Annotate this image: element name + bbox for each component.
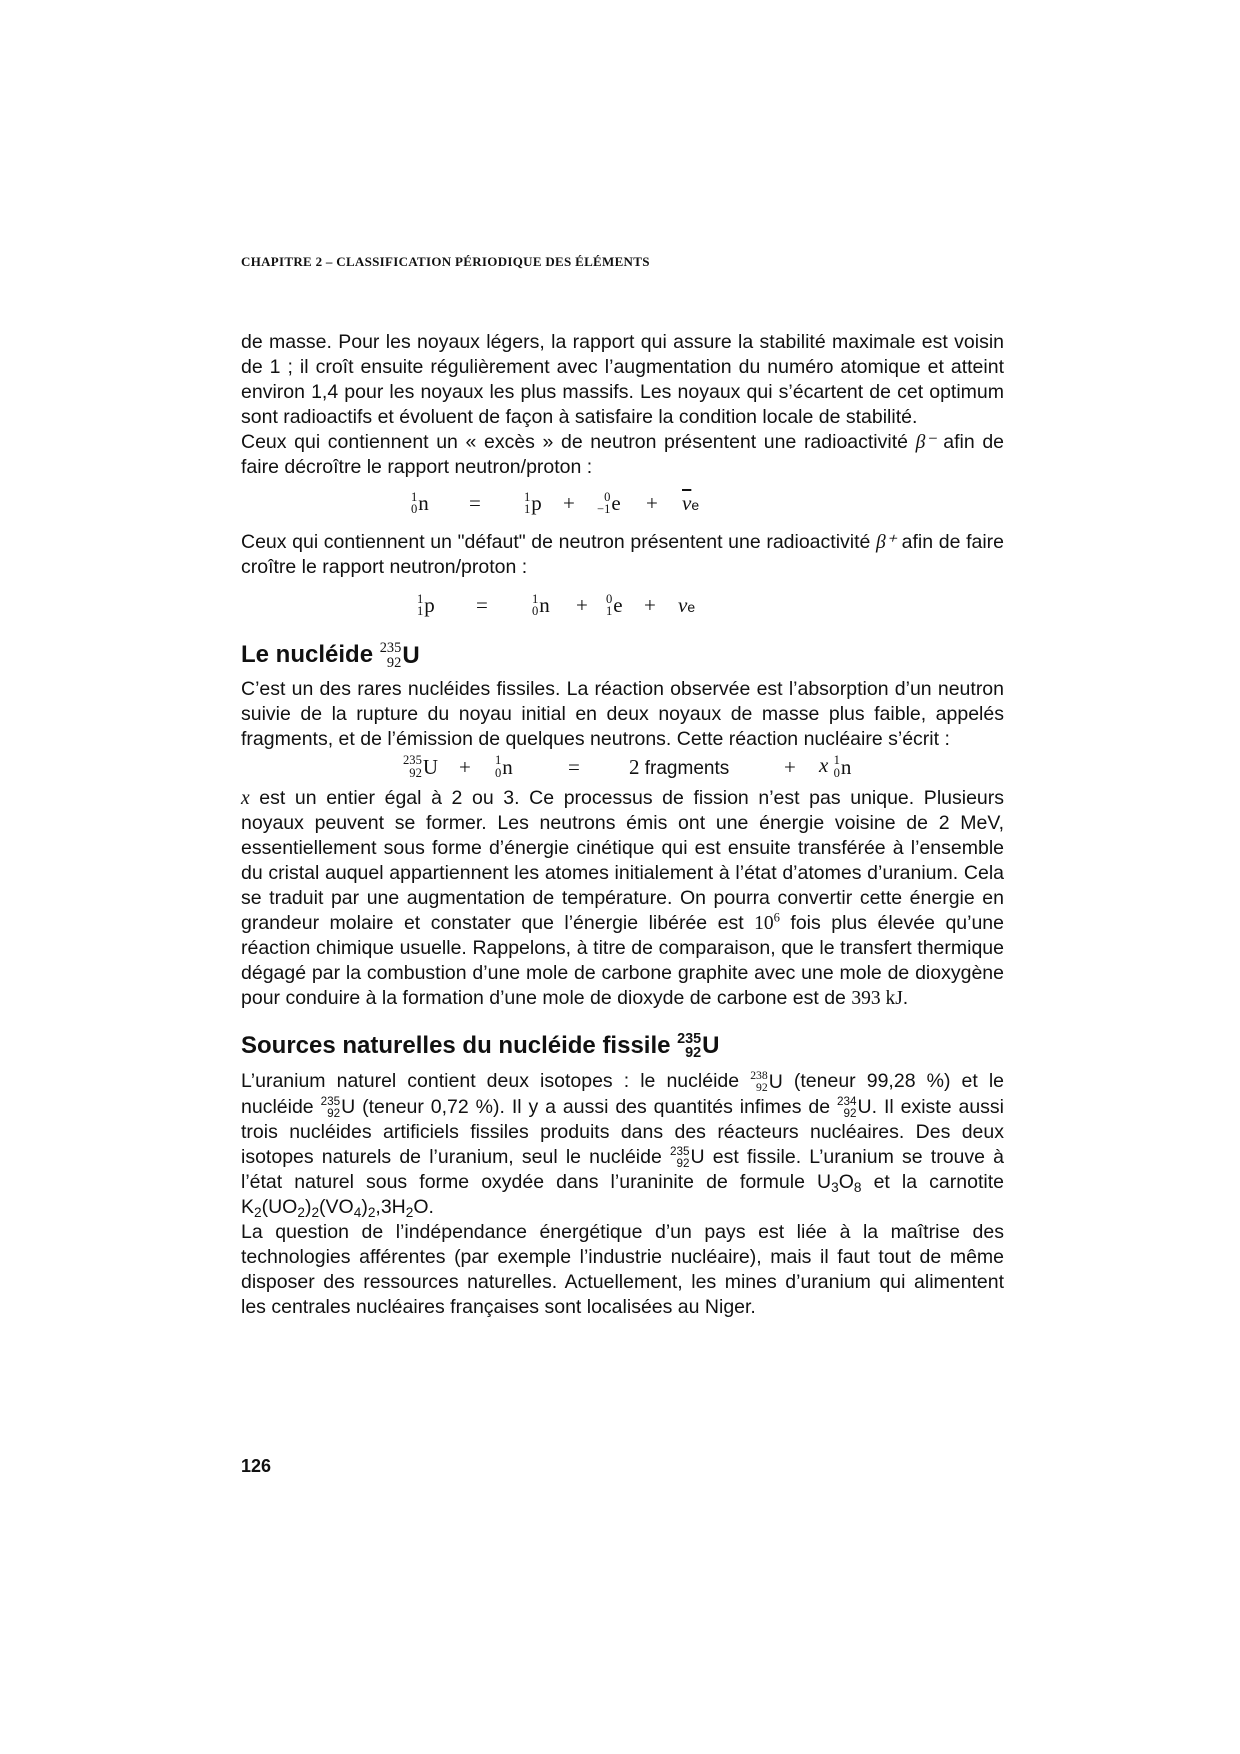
fragments-term: 2 fragments xyxy=(629,754,730,779)
page-number: 126 xyxy=(241,1456,272,1476)
nuclide-u235: 235 92 U xyxy=(403,753,439,781)
x-neutrons-term: x 1 0 n xyxy=(819,752,852,781)
heading-nucleide-u235: Le nucléide 235 92 U xyxy=(241,640,420,671)
paragraph-beta-minus xyxy=(241,430,1004,480)
plus-sign: + xyxy=(646,491,658,515)
text: afin de faire croître le rapport neutron/proton : xyxy=(241,531,1004,578)
nuclide-u235: 235 92 U xyxy=(379,640,420,671)
text: Ceux qui contiennent un « excès » de neutron présentent une radioactivité xyxy=(241,431,908,453)
text: Ceux qui contiennent un "défaut" de neutron présentent une radioactivité xyxy=(241,531,871,553)
nuclide-neutron: 1 0 n xyxy=(495,753,513,781)
paragraph-beta-plus xyxy=(241,530,1004,580)
paragraph-independance: La question de l’indépendance énergétique d’un pays est liée à la maîtrise des technologies afférentes (par exemple l’industrie nucléaire), mais il faut tout de même disposer des ressources naturelles. Actuellement, les mines d’uranium qui alimentent les centrales nucléaires françaises sont localisées au Niger. xyxy=(241,1221,1004,1319)
paragraph-fission: C’est un des rares nucléides fissiles. La réaction observée est l’absorption d’un neutron suivie de la rupture du noyau initial en deux noyaux de masse plus faible, appelés fragments, et de l’émission de quelques neutrons. Cette réaction nucléaire s’écrit : xyxy=(241,677,1004,750)
equation-fission xyxy=(241,752,1004,786)
nuclide-electron: 0 −1 e xyxy=(597,489,621,517)
equals-sign: = xyxy=(568,754,580,779)
heading-sources-naturelles: Sources naturelles du nucléide fissile 235 92 U xyxy=(241,1030,720,1062)
plus-sign: + xyxy=(784,754,796,779)
text: fois plus élevée qu’une réaction chimique usuelle. Rappelons, à titre de comparaison, que le transfert thermique dégagé par la combustion d’une mole de carbone graphite avec une mole de dioxygène pour conduire à la formation d’une mole de dioxyde de carbone est de xyxy=(241,911,1004,1009)
plus-sign: + xyxy=(563,491,575,515)
beta-plus-symbol: β⁺ xyxy=(876,532,897,553)
nuclide-proton: 1 1 p xyxy=(417,591,435,619)
energy-value: 393 kJ xyxy=(851,987,903,1009)
paragraph-masse: de masse. Pour les noyaux légers, la rapport qui assure la stabilité maximale est voisin de 1 ; il croît ensuite régulièrement avec l’augmentation du numéro atomique et atteint environ 1,4 pour les noyaux les plus massifs. Les noyaux qui s’écartent de cet optimum sont radioactifs et évoluent de façon à satisfaire la condition locale de stabilité. xyxy=(241,331,1004,428)
variable-x: x xyxy=(241,787,250,809)
power-of-ten: $10^6$ xyxy=(754,910,780,934)
equation-beta-plus xyxy=(241,580,1004,632)
running-head: CHAPITRE 2 – CLASSIFICATION PÉRIODIQUE DES ÉLÉMENTS xyxy=(241,254,650,269)
antineutrino: $\overline{\nu}e$ xyxy=(682,491,700,515)
formula-uraninite: $U_3O_8$ xyxy=(817,1171,862,1196)
nuclide-u235: 235 92 U xyxy=(320,1094,356,1120)
equals-sign: = xyxy=(476,593,488,617)
nuclide-u234: 234 92 U xyxy=(837,1094,872,1120)
text: est un entier égal à 2 ou 3. Ce processus de fission n’est pas unique. Plusieurs noyaux peuvent se former. Les neutrons émis ont une énergie voisine de 2 MeV, essentiellement sous forme d’énergie cinétique qui est ensuite transférée à l’ensemble du cristal auquel appartiennent les atomes initialement à l’état d’atomes d’uranium. Cela se traduit par une augmentation de température. On pourra convertir cette énergie en grandeur molaire et constater que l’énergie libérée est xyxy=(241,786,1005,934)
equals-sign: = xyxy=(469,491,481,515)
nuclide-u238: 238 92 U xyxy=(750,1069,783,1095)
plus-sign: + xyxy=(459,754,471,779)
paragraph-isotopes: L’uranium naturel contient deux isotopes : le nucléide 238 92 U (teneur 99,28 %) et le nucléide 235 92 U (teneur 0,72 %). Il y a aussi des quantités infimes de 234 92 U . Il existe aussi trois nucléides artificiels fissiles produits dans des réacteurs nucléaires. Des deux isotopes naturels de l’uranium, seul le nucléide 235 92 U est fissile. L’uranium se trouve à l’état naturel sous forme oxydée dans l’uraninite de formule $U_3O_8$ et la carnotite $K_2(UO_2)_2(VO_4)_2,3H_2O$. xyxy=(241,1069,1005,1221)
equation-beta-minus xyxy=(241,480,1004,530)
formula-carnotite: $K_2(UO_2)_2(VO_4)_2,3H_2O$. xyxy=(241,1196,434,1221)
plus-sign: + xyxy=(644,593,656,617)
nuclide-neutron: 1 0 n xyxy=(411,489,429,517)
neutrino: νe xyxy=(678,593,696,617)
nuclide-positron: 0 1 e xyxy=(606,591,623,619)
paragraph-fission-details: x est un entier égal à 2 ou 3. Ce processus de fission n’est pas unique. Plusieurs noyaux peuvent se former. Les neutrons émis ont une énergie voisine de 2 MeV, essentiellement sous forme d’énergie cinétique qui est ensuite transférée à l’ensemble du cristal auquel appartiennent les atomes initialement à l’état d’atomes d’uranium. Cela se traduit par une augmentation de température. On pourra convertir cette énergie en grandeur molaire et constater que l’énergie libérée est $10^6$ fois plus élevée qu’une réaction chimique usuelle. Rappelons, à titre de comparaison, que le transfert thermique dégagé par la combustion d’une mole de carbone graphite avec une mole de dioxygène pour conduire à la formation d’une mole de dioxyde de carbone est de 393 kJ. xyxy=(241,786,1005,1009)
text: afin de faire décroître le rapport neutron/proton : xyxy=(241,431,1005,478)
beta-minus-symbol: β⁻ xyxy=(915,432,936,453)
nuclide-u235: 235 92 U xyxy=(677,1030,720,1062)
nuclide-neutron: 1 0 n xyxy=(532,591,550,619)
nuclide-u235: 235 92 U xyxy=(670,1145,705,1170)
nuclide-proton: 1 1 p xyxy=(524,489,542,517)
plus-sign: + xyxy=(576,593,588,617)
page-body xyxy=(241,330,1004,1320)
